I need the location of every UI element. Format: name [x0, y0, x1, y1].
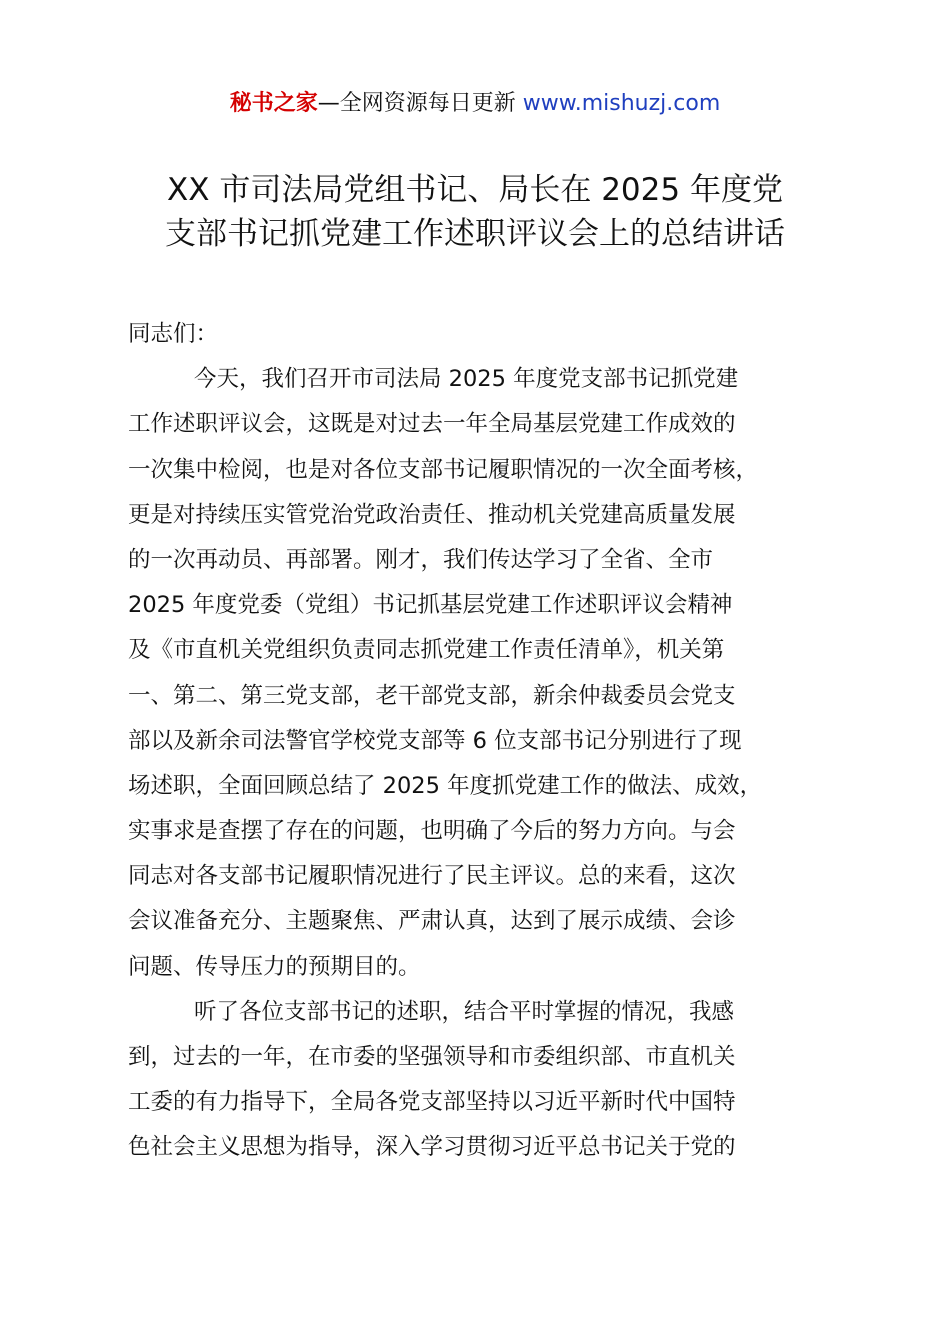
- title-line-1: XX 市司法局党组书记、局长在 2025 年度党: [167, 172, 783, 208]
- header-tagline: —全网资源每日更新: [317, 91, 516, 116]
- paragraph-line: 到，过去的一年，在市委的坚强领导和市委组织部、市直机关: [128, 1044, 736, 1070]
- paragraph-line: 实事求是查摆了存在的问题，也明确了今后的努力方向。与会: [128, 818, 736, 845]
- paragraph-line: 工作述职评议会，这既是对过去一年全局基层党建工作成效的: [128, 411, 736, 438]
- paragraph-line: 及《市直机关党组织负责同志抓党建工作责任清单》，机关第: [128, 637, 725, 664]
- paragraph-line: 会议准备充分、主题聚焦、严肃认真，达到了展示成绩、会诊: [128, 908, 736, 935]
- document-title: [60, 168, 890, 256]
- paragraph-line: 同志对各支部书记履职情况进行了民主评议。总的来看，这次: [128, 863, 736, 890]
- paragraph-1: [128, 357, 838, 990]
- paragraph-line: 场述职，全面回顾总结了 2025 年度抓党建工作的做法、成效，: [128, 772, 763, 799]
- paragraph-line: 一、第二、第三党支部，老干部党支部，新余仲裁委员会党支: [128, 682, 736, 709]
- paragraph-line: 色社会主义思想为指导，深入学习贯彻习近平总书记关于党的: [128, 1134, 736, 1161]
- site-header: [0, 88, 950, 120]
- paragraph-line: 的一次再动员、再部署。刚才，我们传达学习了全省、全市: [128, 546, 714, 573]
- site-url-link[interactable]: www.mishuzj.com: [522, 91, 721, 116]
- title-line-2: 支部书记抓党建工作述职评议会上的总结讲话: [165, 216, 785, 252]
- paragraph-line: 更是对持续压实管党治党政治责任、推动机关党建高质量发展: [128, 501, 736, 528]
- paragraph-line: 部以及新余司法警官学校党支部等 6 位支部书记分别进行了现: [128, 727, 742, 754]
- document-body: [128, 312, 838, 1171]
- paragraph-line: 问题、传导压力的预期目的。: [128, 953, 421, 980]
- paragraph-line: 工委的有力指导下，全局各党支部坚持以习近平新时代中国特: [128, 1089, 736, 1116]
- brand-name: 秘书之家: [229, 91, 318, 116]
- paragraph-2: [128, 990, 838, 1171]
- paragraph-line: 一次集中检阅，也是对各位支部书记履职情况的一次全面考核，: [128, 456, 759, 483]
- greeting: 同志们：: [128, 321, 219, 347]
- paragraph-line: 听了各位支部书记的述职，结合平时掌握的情况，我感: [194, 998, 735, 1025]
- paragraph-line: 2025 年度党委（党组）书记抓基层党建工作述职评议会精神: [128, 592, 733, 619]
- paragraph-line: 今天，我们召开市司法局 2025 年度党支部书记抓党建: [194, 366, 739, 393]
